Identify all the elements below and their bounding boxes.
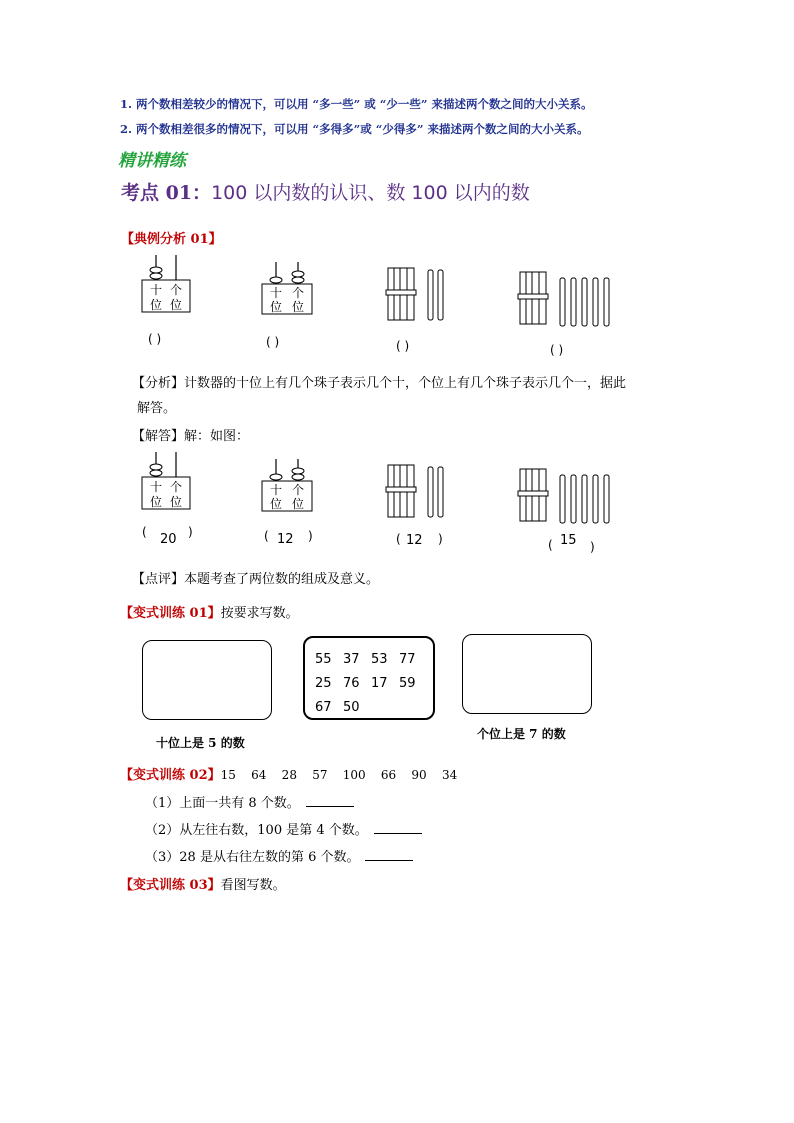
num: 17 bbox=[371, 676, 388, 691]
svg-text:位: 位 bbox=[169, 495, 183, 509]
stick-bundle-1 bbox=[386, 268, 443, 353]
abacus-2-tens-top: 十 bbox=[269, 286, 283, 300]
svg-text:位: 位 bbox=[149, 495, 163, 509]
variant2-q1-line bbox=[145, 792, 354, 811]
number-row-3 bbox=[315, 696, 416, 720]
num: 25 bbox=[315, 676, 332, 691]
number-row-1 bbox=[315, 648, 416, 672]
analysis-line bbox=[132, 372, 626, 391]
answer-3: 12 bbox=[406, 533, 423, 548]
example-tag: 【典例分析 01】 bbox=[121, 232, 222, 247]
left-caption: 十位上是 5 的数 bbox=[156, 736, 245, 750]
num: 59 bbox=[399, 676, 416, 691]
svg-text:位: 位 bbox=[269, 497, 283, 511]
variant1-line bbox=[120, 602, 299, 621]
variant3-text: 看图写数。 bbox=[220, 878, 286, 893]
variant3-line bbox=[120, 874, 286, 893]
abacus-1-tens-bottom: 位 bbox=[149, 298, 163, 312]
variant2-line bbox=[120, 764, 457, 783]
comment-tag: 【点评】 bbox=[132, 572, 185, 587]
solution-figures bbox=[120, 447, 640, 562]
abacus-2-ones-top: 个 bbox=[291, 286, 305, 300]
right-caption: 个位上是 7 的数 bbox=[477, 727, 566, 741]
variant2-sequence: 15 64 28 57 100 66 90 34 bbox=[220, 768, 458, 782]
variant2-q3: （3）28 是从右往左数的第 6 个数。 bbox=[145, 850, 360, 865]
num: 37 bbox=[343, 652, 360, 667]
num: 53 bbox=[371, 652, 388, 667]
solution-text: 解：如图： bbox=[184, 429, 250, 444]
number-row-2 bbox=[315, 672, 416, 696]
svg-text:位: 位 bbox=[291, 497, 305, 511]
svg-text:十: 十 bbox=[269, 483, 283, 497]
variant2-q3-line bbox=[145, 846, 413, 865]
num: 55 bbox=[315, 652, 332, 667]
abacus-2-tens-bottom: 位 bbox=[269, 300, 283, 314]
svg-text:个: 个 bbox=[169, 480, 183, 494]
right-answer-box[interactable] bbox=[462, 634, 592, 714]
kaodian-text: 100 以内数的认识、数 100 以内的数 bbox=[211, 182, 530, 204]
analysis-text-2: 解答。 bbox=[137, 401, 177, 416]
example-figures bbox=[120, 250, 640, 365]
kaodian-label: 考点 01： bbox=[121, 182, 212, 204]
answer-4: 15 bbox=[560, 533, 577, 548]
svg-text:(: ( bbox=[142, 525, 147, 539]
svg-text:): ) bbox=[188, 525, 193, 539]
stick-bundle-2-blank: ( ) bbox=[550, 343, 564, 357]
comment-text: 本题考查了两位数的组成及意义。 bbox=[184, 572, 380, 587]
svg-text:): ) bbox=[438, 532, 443, 546]
variant2-tag: 【变式训练 02】 bbox=[120, 768, 221, 783]
num: 67 bbox=[315, 700, 332, 715]
abacus-2-blank: ( ) bbox=[266, 335, 280, 349]
abacus-1-ones-top: 个 bbox=[169, 283, 183, 297]
intro-line-2: 2. 两个数相差很多的情况下，可以用 “多得多”或 “少得多” 来描述两个数之间的大小关系。 bbox=[120, 122, 589, 136]
variant2-q2: （2）从左往右数，100 是第 4 个数。 bbox=[145, 823, 368, 838]
answer-1: 20 bbox=[160, 532, 177, 547]
num: 77 bbox=[399, 652, 416, 667]
abacus-1-blank: ( ) bbox=[148, 332, 162, 346]
abacus-1-ones-bottom: 位 bbox=[169, 298, 183, 312]
svg-text:): ) bbox=[590, 540, 595, 554]
svg-text:(: ( bbox=[548, 538, 553, 552]
section-title: 精讲精练 bbox=[118, 151, 186, 171]
svg-text:): ) bbox=[308, 529, 313, 543]
intro-line-1: 1. 两个数相差较少的情况下，可以用 “多一些” 或 “少一些” 来描述两个数之间的大小关系。 bbox=[120, 97, 593, 111]
variant2-q1: （1）上面一共有 8 个数。 bbox=[145, 796, 300, 811]
svg-text:(: ( bbox=[396, 532, 401, 546]
variant3-tag: 【变式训练 03】 bbox=[120, 878, 221, 893]
variant1-tag: 【变式训练 01】 bbox=[120, 606, 221, 621]
svg-text:十: 十 bbox=[149, 480, 163, 494]
answer-2: 12 bbox=[277, 532, 294, 547]
analysis-text: 计数器的十位上有几个珠子表示几个十，个位上有几个珠子表示几个一，据此 bbox=[184, 376, 627, 391]
number-box bbox=[303, 636, 435, 720]
solution-tag: 【解答】 bbox=[132, 429, 185, 444]
num: 76 bbox=[343, 676, 360, 691]
abacus-2 bbox=[262, 262, 312, 349]
svg-text:(: ( bbox=[264, 529, 269, 543]
solution-line bbox=[132, 425, 249, 444]
svg-text:个: 个 bbox=[291, 483, 305, 497]
analysis-tag: 【分析】 bbox=[132, 376, 185, 391]
comment-line bbox=[132, 568, 379, 587]
num: 50 bbox=[343, 700, 360, 715]
stick-bundle-2 bbox=[518, 272, 609, 357]
q2-answer-blank[interactable] bbox=[374, 821, 422, 834]
left-answer-box[interactable] bbox=[142, 640, 272, 720]
q3-answer-blank[interactable] bbox=[365, 848, 413, 861]
variant2-q2-line bbox=[145, 819, 422, 838]
stick-bundle-1-blank: ( ) bbox=[396, 339, 410, 353]
abacus-1 bbox=[142, 255, 190, 346]
abacus-2-ones-bottom: 位 bbox=[291, 300, 305, 314]
variant1-text: 按要求写数。 bbox=[220, 606, 299, 621]
abacus-1-tens-top: 十 bbox=[149, 283, 163, 297]
number-grid bbox=[315, 648, 416, 720]
q1-answer-blank[interactable] bbox=[306, 794, 354, 807]
kaodian-heading bbox=[121, 178, 530, 205]
